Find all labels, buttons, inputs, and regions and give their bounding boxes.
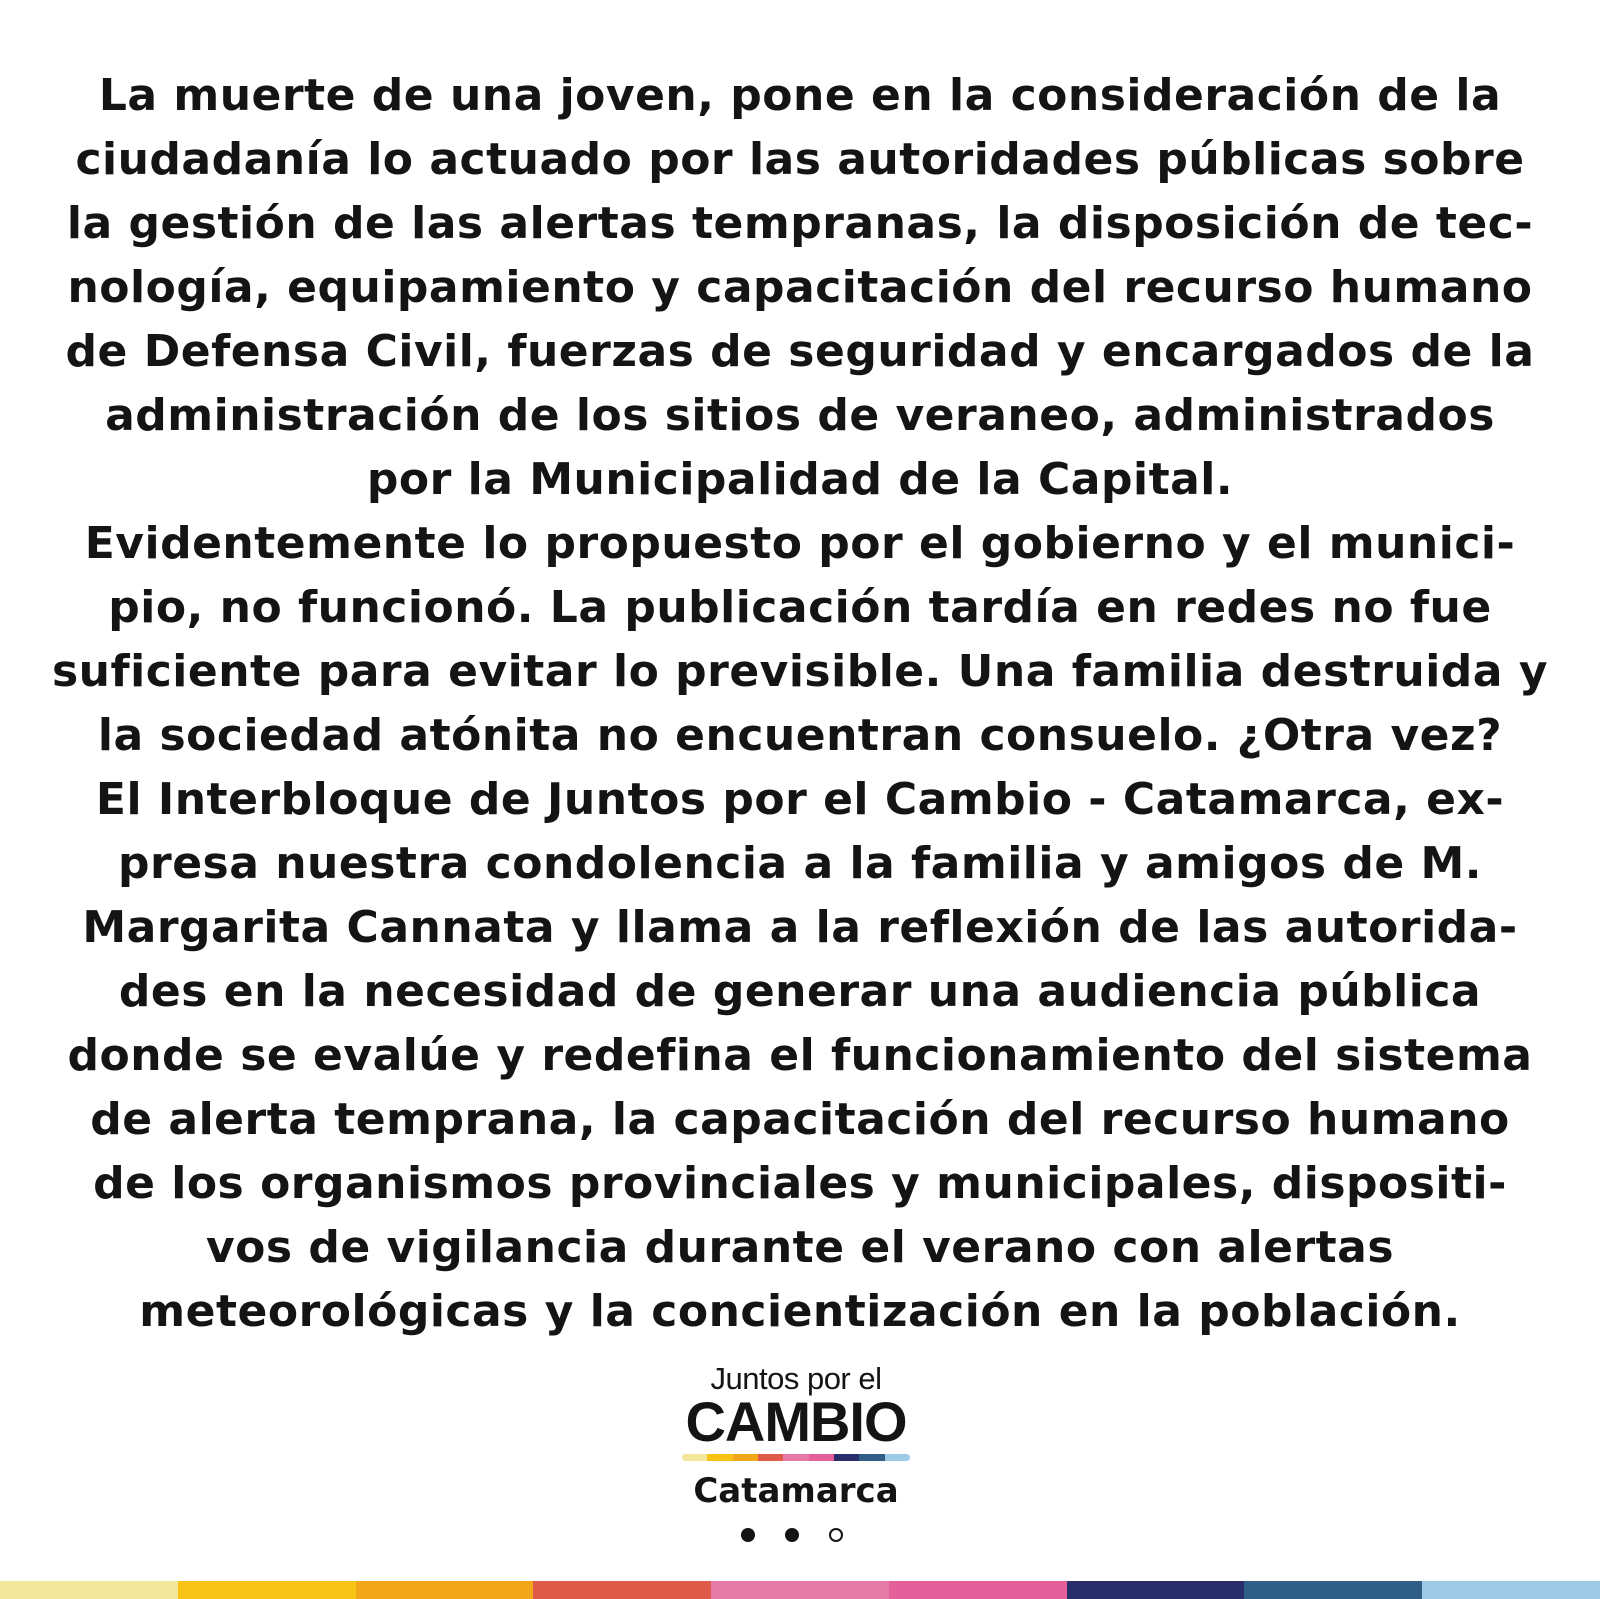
- statement-line: nología, equipamiento y capacitación del recurso humano: [67, 262, 1533, 313]
- statement-line: meteorológicas y la concientización en la población.: [139, 1286, 1461, 1337]
- logo-stripe-segment: [707, 1454, 732, 1461]
- logo-stripe-segment: [733, 1454, 758, 1461]
- statement-line: suficiente para evitar lo previsible. Una familia destruida y: [51, 646, 1548, 697]
- logo-stripe-segment: [859, 1454, 884, 1461]
- statement-line: de Defensa Civil, fuerzas de seguridad y encargados de la: [65, 326, 1535, 377]
- logo-main-text: CAMBIO: [685, 1390, 907, 1453]
- logo-bottom-text: Catamarca: [693, 1471, 899, 1511]
- statement-line: de alerta temprana, la capacitación del recurso humano: [90, 1094, 1510, 1145]
- carousel-indicator: [741, 1528, 843, 1542]
- statement-line: des en la necesidad de generar una audiencia pública: [118, 966, 1482, 1017]
- statement-line: por la Municipalidad de la Capital.: [366, 454, 1234, 505]
- statement-line: pio, no funcionó. La publicación tardía en redes no fue: [108, 582, 1492, 633]
- bottom-bar-segment: [356, 1581, 534, 1599]
- statement-line: donde se evalúe y redefina el funcionamiento del sistema: [67, 1030, 1533, 1081]
- carousel-dot: [741, 1528, 755, 1542]
- statement-line: vos de vigilancia durante el verano con alertas: [205, 1222, 1395, 1273]
- party-logo: [680, 1362, 912, 1511]
- carousel-dot-active: [829, 1528, 843, 1542]
- logo-top-text: Juntos por el: [710, 1361, 882, 1396]
- statement-line: la gestión de las alertas tempranas, la disposición de tec-: [66, 198, 1534, 249]
- bottom-bar-segment: [1067, 1581, 1245, 1599]
- logo-stripe-segment: [758, 1454, 783, 1461]
- statement-line: presa nuestra condolencia a la familia y amigos de M.: [118, 838, 1482, 889]
- bottom-bar-segment: [0, 1581, 178, 1599]
- statement-text: [0, 64, 1600, 1344]
- statement-line: Margarita Cannata y llama a la reflexión de las autorida-: [82, 902, 1518, 953]
- logo-color-stripe: [682, 1454, 910, 1461]
- statement-line: administración de los sitios de veraneo, administrados: [105, 390, 1495, 441]
- bottom-bar-segment: [1422, 1581, 1600, 1599]
- bottom-bar-segment: [711, 1581, 889, 1599]
- logo-stripe-segment: [783, 1454, 808, 1461]
- bottom-bar-segment: [1244, 1581, 1422, 1599]
- logo-stripe-segment: [682, 1454, 707, 1461]
- logo-stripe-segment: [809, 1454, 834, 1461]
- carousel-dot: [785, 1528, 799, 1542]
- logo-stripe-segment: [885, 1454, 910, 1461]
- bottom-bar-segment: [533, 1581, 711, 1599]
- statement-line: de los organismos provinciales y municipales, dispositi-: [93, 1158, 1507, 1209]
- statement-line: El Interbloque de Juntos por el Cambio - Catamarca, ex-: [95, 774, 1505, 825]
- bottom-bar-segment: [889, 1581, 1067, 1599]
- statement-line: la sociedad atónita no encuentran consuelo. ¿Otra vez?: [97, 710, 1503, 761]
- logo-stripe-segment: [834, 1454, 859, 1461]
- statement-line: La muerte de una joven, pone en la consideración de la: [98, 70, 1502, 121]
- bottom-color-bar: [0, 1581, 1600, 1599]
- statement-line: ciudadanía lo actuado por las autoridades públicas sobre: [75, 134, 1525, 185]
- bottom-bar-segment: [178, 1581, 356, 1599]
- statement-line: Evidentemente lo propuesto por el gobierno y el munici-: [84, 518, 1516, 569]
